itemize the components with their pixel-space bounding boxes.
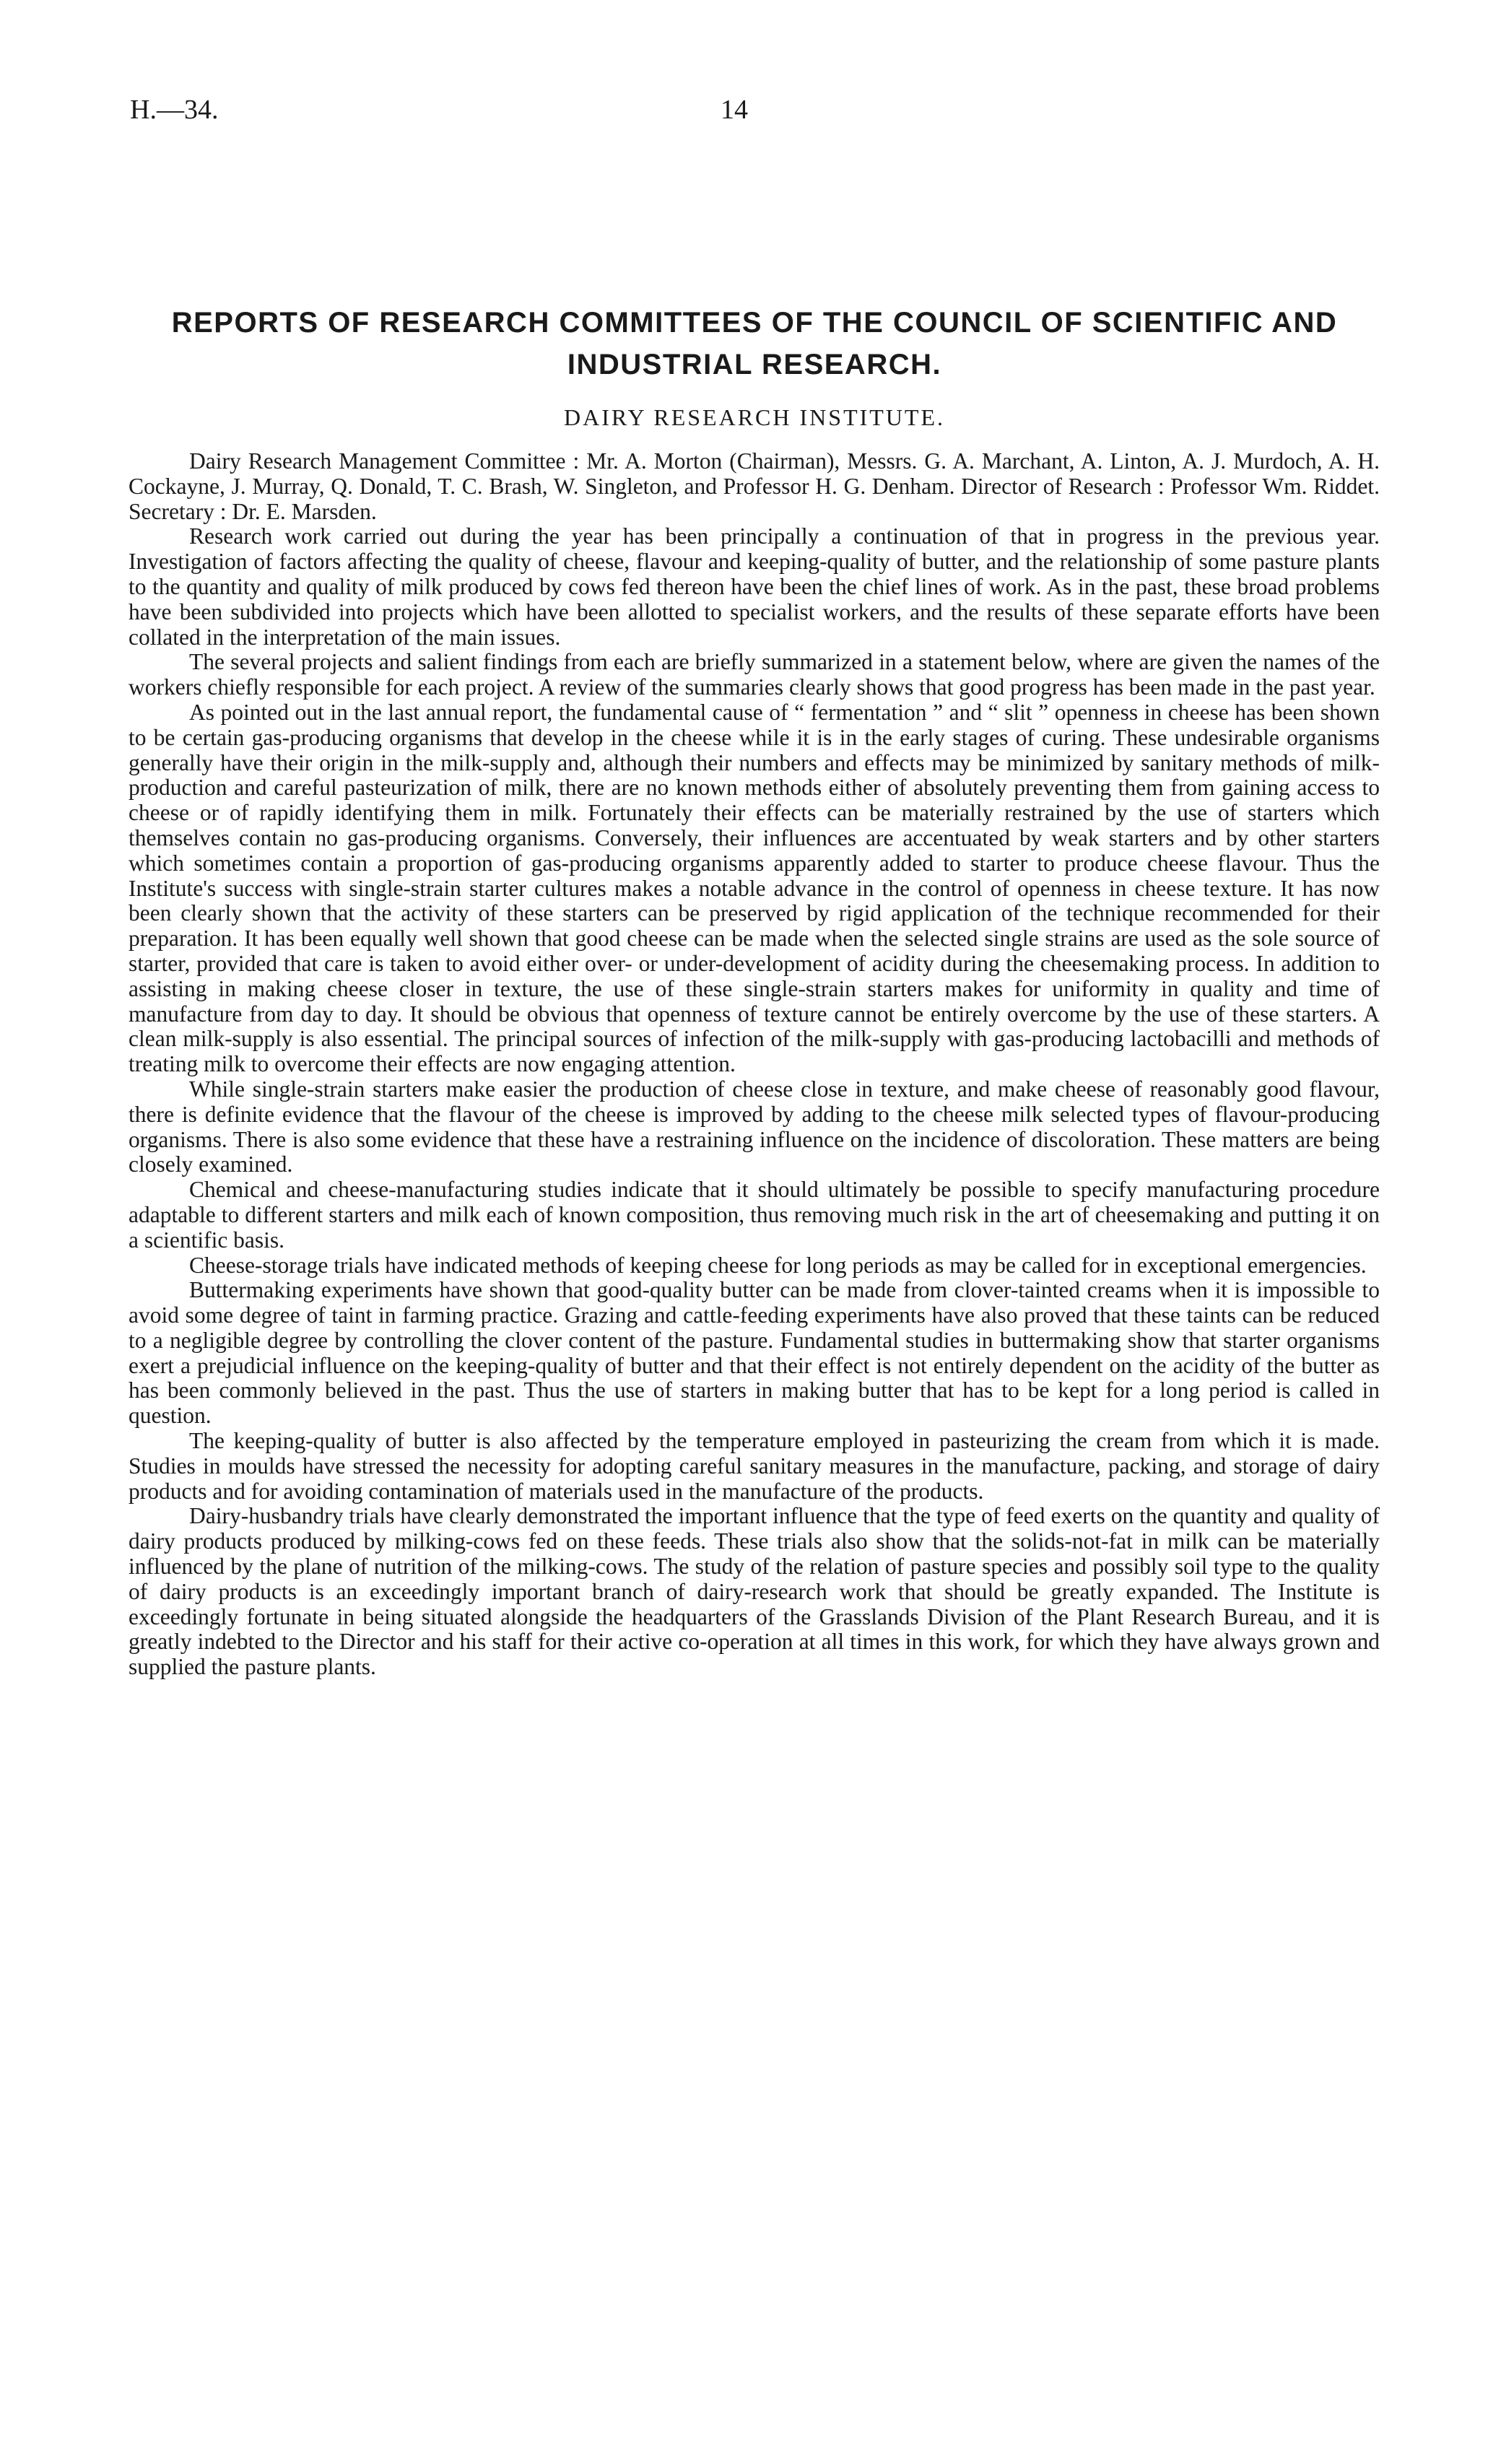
- paragraph-keeping-quality: The keeping-quality of butter is also affected by the temperature employed in pasteurizing the cream from which it is made. Studies in moulds have stressed the necessity for adopting careful sanitary measures in the manufacture, packing, and storage of dairy products and for avoiding contamination of materials used in the manufacture of the products.: [129, 1428, 1380, 1504]
- page-number: 14: [721, 95, 748, 125]
- paragraph-buttermaking: Buttermaking experiments have shown that good-quality butter can be made from clover-tainted creams when it is impossible to avoid some degree of taint in farming practice. Grazing and cattle-feeding experiments have also proved that these taints can be reduced to a negligible degree by controlling the clover content of the pasture. Fundamental studies in buttermaking show that starter organisms exert a prejudicial influence on the keeping-quality of butter and that their effect is not entirely dependent on the acidity of the butter as has been commonly believed in the past. Thus the use of starters in making butter that has to be kept for a long period is called in question.: [129, 1277, 1380, 1429]
- paragraph-chemical-studies: Chemical and cheese-manufacturing studies indicate that it should ultimately be possible to specify manufacturing procedure adaptable to different starters and milk each of known composition, thus removing much risk in the art of cheesemaking and putting it on a scientific basis.: [129, 1177, 1380, 1253]
- body-text: [129, 449, 1380, 1680]
- document-reference: H.—34.: [130, 95, 219, 125]
- paragraph-cheese-storage: Cheese-storage trials have indicated methods of keeping cheese for long periods as may be called for in exceptional emergencies.: [189, 1252, 1367, 1278]
- page-header: [130, 94, 1372, 137]
- paragraph-dairy-husbandry: Dairy-husbandry trials have clearly demonstrated the important influence that the type of feed exerts on the quantity and quality of dairy products produced by milking-cows fed on these feeds. These trials also show that the solids-not-fat in milk can be materially influenced by the plane of nutrition of the milking-cows. The study of the relation of pasture species and possibly soil type to the quality of dairy products is an exceedingly important branch of dairy-research work that should be greatly expanded. The Institute is exceedingly fortunate in being situated alongside the headquarters of the Grasslands Division of the Plant Research Bureau, and it is greatly indebted to the Director and his staff for their active co-operation at all times in this work, for which they have always grown and supplied the pasture plants.: [129, 1503, 1380, 1680]
- paragraph-flavour: While single-strain starters make easier the production of cheese close in texture, and make cheese of reasonably good flavour, there is definite evidence that the flavour of the cheese is improved by adding to the cheese milk selected types of flavour-producing organisms. There is also some evidence that these have a restraining influence on the incidence of discoloration. These matters are being closely examined.: [129, 1076, 1380, 1177]
- report-title: REPORTS OF RESEARCH COMMITTEES OF THE COUNCIL OF SCIENTIFIC AND INDUSTRIAL RESEARCH.: [171, 307, 1338, 380]
- paragraph-cheese-openness: As pointed out in the last annual report, the fundamental cause of “ fermentation ” and “ slit ” openness in cheese has been shown to be certain gas-producing organisms that develop in the cheese while it is in the early stages of curing. These undesirable organisms generally have their origin in the milk-supply and, although their numbers and effects may be minimized by sanitary methods of milk-production and careful pasteurization of milk, there are no known methods either of absolutely preventing them from gaining access to cheese or of rapidly identifying them in milk. Fortunately their effects can be materially restrained by the use of starters which themselves contain no gas-producing organisms. Conversely, their influences are accentuated by weak starters and by other starters which sometimes contain a proportion of gas-producing organisms apparently added to starter to produce cheese flavour. Thus the Institute's success with single-strain starter cultures makes a notable advance in the control of openness in cheese texture. It has now been clearly shown that the activity of these starters can be preserved by rigid application of the technique recommended for their preparation. It has been equally well shown that good cheese can be made when the selected single strains are used as the sole source of starter, provided that care is taken to avoid either over- or under-development of acidity during the cheesemaking process. In addition to assisting in making cheese closer in texture, the use of these single-strain starters makes for uniformity in quality and time of manufacture from day to day. It should be obvious that openness of texture cannot be entirely overcome by the use of these starters. A clean milk-supply is also essential. The principal sources of infection of the milk-supply with gas-producing lactobacilli and methods of treating milk to overcome their effects are now engaging attention.: [129, 699, 1380, 1077]
- paragraph-projects-summary: The several projects and salient findings from each are briefly summarized in a statement below, where are given the names of the workers chiefly responsible for each project. A review of the summaries clearly shows that good progress has been made in the past year.: [129, 649, 1380, 700]
- section-heading: DAIRY RESEARCH INSTITUTE.: [563, 404, 946, 430]
- paragraph-research-work: Research work carried out during the year has been principally a continuation of that in progress in the previous year. Investigation of factors affecting the quality of cheese, flavour and keeping-quality of butter, and the relationship of some pasture plants to the quantity and quality of milk produced by cows fed thereon have been the chief lines of work. As in the past, these broad problems have been subdivided into projects which have been allotted to specialist workers, and the results of these separate efforts have been collated in the interpretation of the main issues.: [129, 523, 1380, 650]
- paragraph-committee: Dairy Research Management Committee : Mr. A. Morton (Chairman), Messrs. G. A. Marchant, A. Linton, A. J. Murdoch, A. H. Cockayne, J. Murray, Q. Donald, T. C. Brash, W. Singleton, and Professor H. G. Denham. Director of Research : Professor Wm. Riddet. Secretary : Dr. E. Marsden.: [129, 448, 1380, 524]
